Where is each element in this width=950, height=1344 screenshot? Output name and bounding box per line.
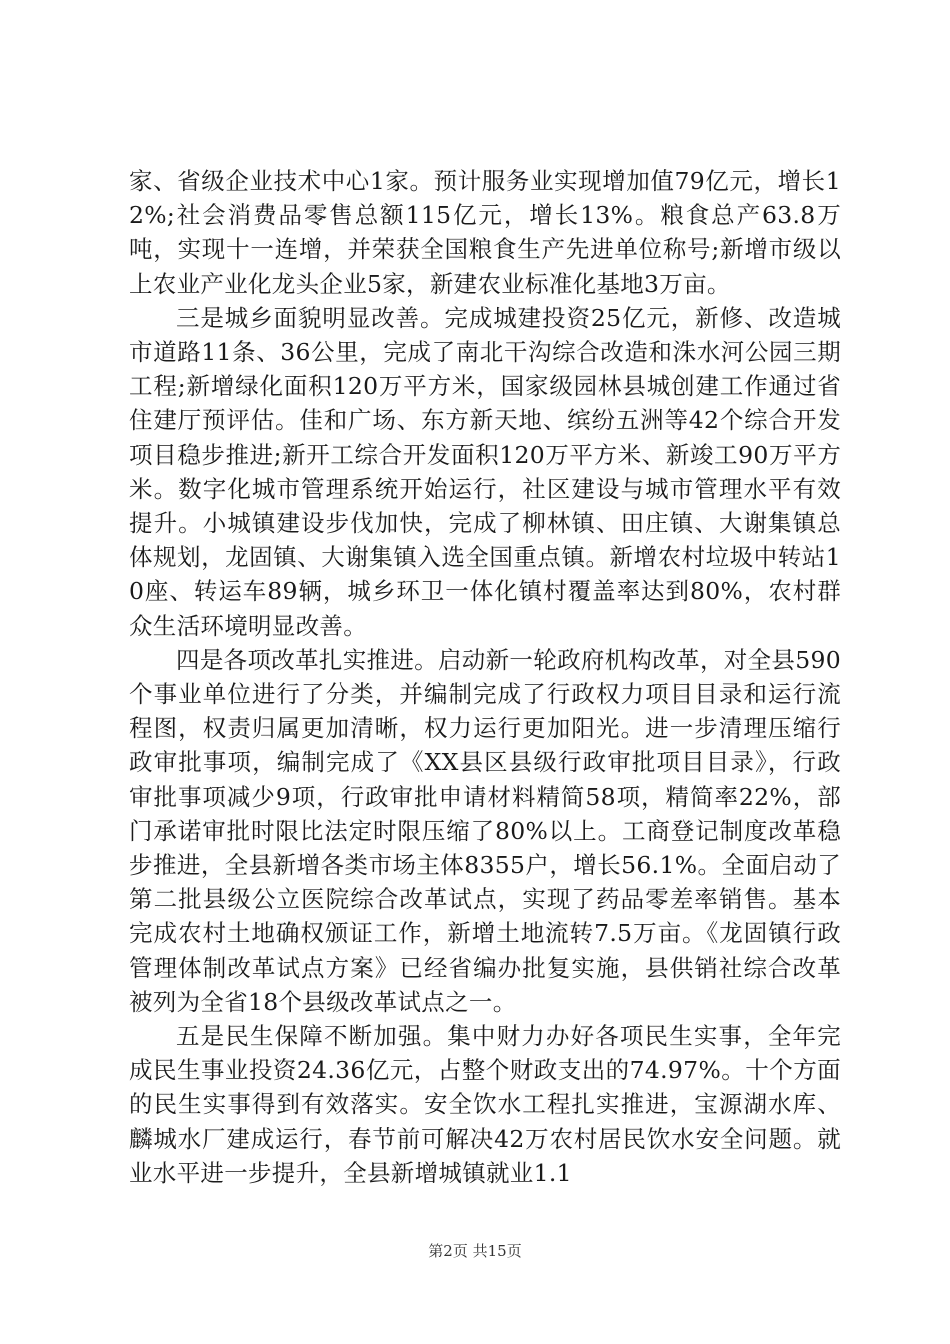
document-body (129, 164, 841, 1190)
paragraph-1: 家、省级企业技术中心1家。预计服务业实现增加值79亿元，增长12%;社会消费品零售总额115亿元，增长13%。粮食总产63.8万吨，实现十一连增，并荣获全国粮食生产先进单位称号;新增市级以上农业产业化龙头企业5家，新建农业标准化基地3万亩。 (129, 167, 841, 298)
paragraph-3: 四是各项改革扎实推进。启动新一轮政府机构改革，对全县590个事业单位进行了分类，并编制完成了行政权力项目目录和运行流程图，权责归属更加清晰，权力运行更加阳光。进一步清理压缩行政审批事项，编制完成了《XX县区县级行政审批项目目录》，行政审批事项减少9项，行政审批申请材料精简58项，精简率22%，部门承诺审批时限比法定时限压缩了80%以上。工商登记制度改革稳步推进，全县新增各类市场主体8355户，增长56.1%。全面启动了第二批县级公立医院综合改革试点，实现了药品零差率销售。基本完成农村土地确权颁证工作，新增土地流转7.5万亩。《龙固镇行政管理体制改革试点方案》已经省编办批复实施，县供销社综合改革被列为全省18个县级改革试点之一。 (129, 645, 841, 1016)
paragraph-2: 三是城乡面貌明显改善。完成城建投资25亿元，新修、改造城市道路11条、36公里，完成了南北干沟综合改造和洙水河公园三期工程;新增绿化面积120万平方米，国家级园林县城创建工作通过省住建厅预评估。佳和广场、东方新天地、缤纷五洲等42个综合开发项目稳步推进;新开工综合开发面积120万平方米、新竣工90万平方米。数字化城市管理系统开始运行，社区建设与城市管理水平有效提升。小城镇建设步伐加快，完成了柳林镇、田庄镇、大谢集镇总体规划，龙固镇、大谢集镇入选全国重点镇。新增农村垃圾中转站10座、转运车89辆，城乡环卫一体化镇村覆盖率达到80%，农村群众生活环境明显改善。 (129, 303, 841, 640)
page-number-footer: 第2页 共15页 (428, 1242, 522, 1260)
paragraph-4: 五是民生保障不断加强。集中财力办好各项民生实事，全年完成民生事业投资24.36亿元，占整个财政支出的74.97%。十个方面的民生实事得到有效落实。安全饮水工程扎实推进，宝源湖水库、麟城水厂建成运行，春节前可解决42万农村居民饮水安全问题。就业水平进一步提升，全县新增城镇就业1.1 (129, 1022, 841, 1187)
